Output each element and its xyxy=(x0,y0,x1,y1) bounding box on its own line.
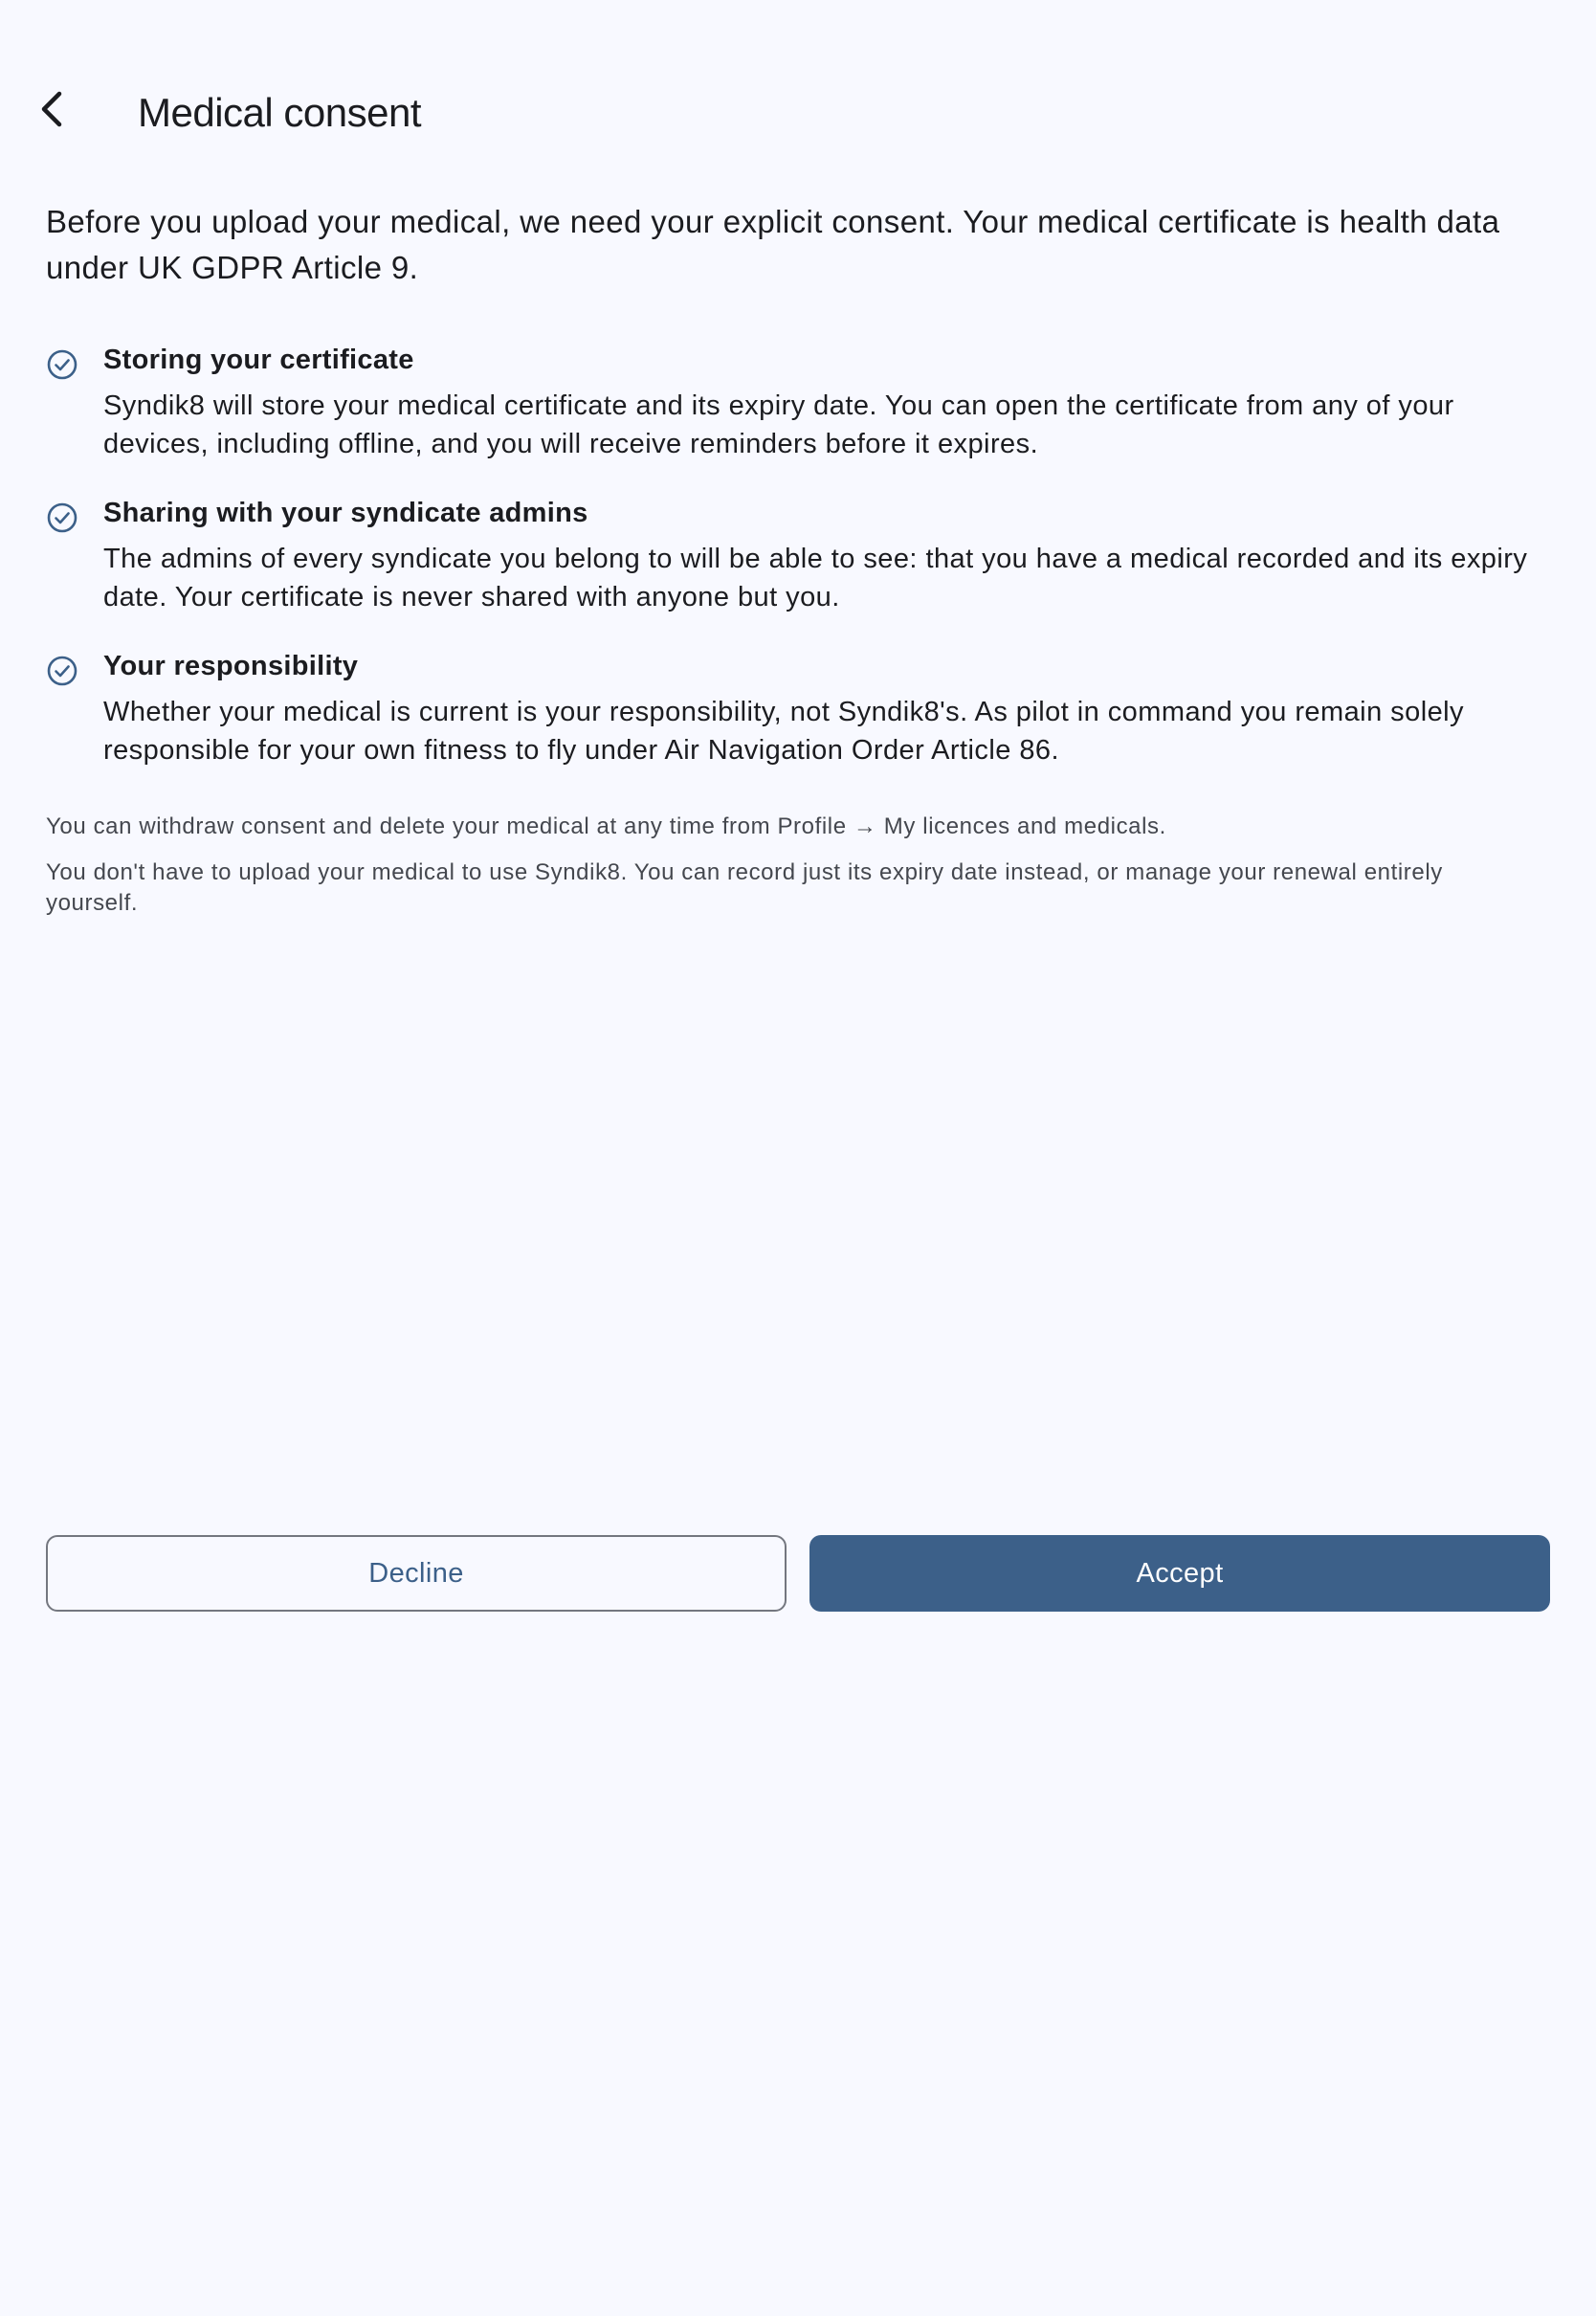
back-button[interactable] xyxy=(21,77,86,142)
intro-text: Before you upload your medical, we need your explicit consent. Your medical certificate is health data under UK GDPR Article 9. xyxy=(46,204,1500,285)
check-circle-icon xyxy=(46,348,78,381)
page-title: Medical consent xyxy=(138,90,421,135)
check-circle-icon xyxy=(46,655,78,687)
check-circle-icon xyxy=(46,501,78,534)
consent-item-title: Storing your certificate xyxy=(103,345,414,375)
withdraw-consent-note: You can withdraw consent and delete your medical at any time from Profile → My licences and medicals. xyxy=(46,813,1166,839)
decline-button[interactable]: Decline xyxy=(46,1535,787,1612)
accept-button[interactable]: Accept xyxy=(809,1535,1550,1612)
consent-item-title: Your responsibility xyxy=(103,651,359,681)
consent-item-body: The admins of every syndicate you belong to will be able to see: that you have a medical recorded and its expiry date. Your certificate is never shared with anyone but you. xyxy=(103,544,1528,612)
consent-item-body: Syndik8 will store your medical certificate and its expiry date. You can open the certificate from any of your devices, including offline, and you will receive reminders before it expires. xyxy=(103,390,1454,459)
consent-item-body: Whether your medical is current is your responsibility, not Syndik8's. As pilot in command you remain solely responsible for your own fitness to fly under Air Navigation Order Article 86. xyxy=(103,697,1465,766)
consent-item-title: Sharing with your syndicate admins xyxy=(103,498,588,528)
optional-upload-note: You don't have to upload your medical to use Syndik8. You can record just its expiry date instead, or manage your renewal entirely yourself. xyxy=(46,859,1443,916)
top-app-bar xyxy=(0,57,1596,176)
chevron-left-icon xyxy=(21,77,86,142)
